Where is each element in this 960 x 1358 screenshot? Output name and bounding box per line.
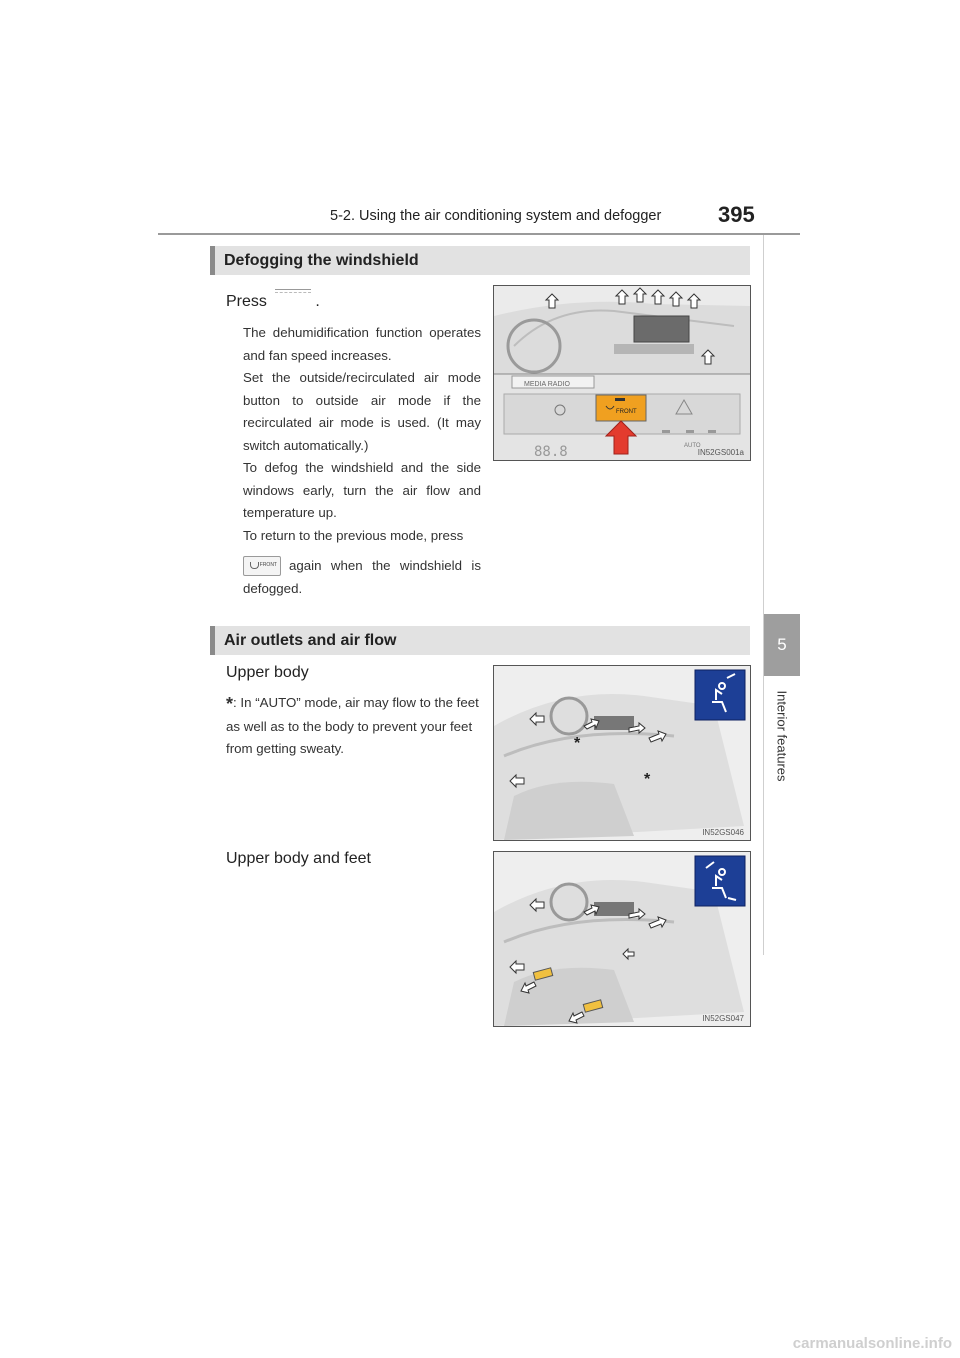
svg-text:88.8: 88.8 xyxy=(534,444,568,460)
section-heading-defogging: Defogging the windshield xyxy=(210,246,750,275)
press-text: Press xyxy=(226,293,267,311)
defog-para-1: The dehumidification function operates and fan speed increases. xyxy=(243,325,481,363)
upper-body-feet-illustration xyxy=(494,852,750,1026)
header-rule xyxy=(158,233,800,235)
svg-text:AUTO: AUTO xyxy=(684,443,701,449)
chapter-label-text: Interior features xyxy=(774,690,790,782)
note-asterisk: * xyxy=(226,694,234,714)
figure-code-3: IN52GS047 xyxy=(702,1014,744,1023)
svg-text:MEDIA RADIO: MEDIA RADIO xyxy=(524,381,570,388)
mode-label-upper-body: Upper body xyxy=(226,664,309,681)
svg-text:*: * xyxy=(574,735,581,752)
press-suffix: . xyxy=(315,293,320,311)
press-instruction xyxy=(226,289,320,315)
chapter-label xyxy=(768,680,796,792)
windshield-defogger-button-icon xyxy=(271,289,315,315)
front-button-tiny-label: FRONT xyxy=(259,562,277,568)
defog-para-2: Set the outside/recirculated air mode button to outside air mode if the recirculated air mode is used. (It may switch automatically.) xyxy=(243,370,481,453)
chapter-tab[interactable]: 5 xyxy=(764,614,800,676)
upper-body-figure xyxy=(493,665,751,841)
note-text: : In “AUTO” mode, air may flow to the feet as well as to the body to prevent your feet from getting sweaty. xyxy=(226,695,479,756)
auto-mode-note xyxy=(226,692,482,761)
defog-figure xyxy=(493,285,751,461)
figure-code-1: IN52GS001a xyxy=(697,448,744,457)
section-heading-air-outlets: Air outlets and air flow xyxy=(210,626,750,655)
svg-text:FRONT: FRONT xyxy=(616,409,637,415)
upper-body-feet-figure xyxy=(493,851,751,1027)
defog-para-4-start: To return to the previous mode, press xyxy=(243,527,464,543)
running-header-title: 5-2. Using the air conditioning system and defogger xyxy=(330,208,662,224)
defog-description xyxy=(243,322,481,547)
defog-para-4-end: again when the windshield is defogged. xyxy=(243,558,481,596)
watermark[interactable]: carmanualsonline.info xyxy=(792,1335,952,1352)
svg-text:*: * xyxy=(644,771,651,788)
side-divider xyxy=(763,235,764,955)
upper-body-illustration xyxy=(494,666,750,840)
figure-code-2: IN52GS046 xyxy=(702,828,744,837)
defog-para-3: To defog the windshield and the side windows early, turn the air flow and temperature up. xyxy=(243,460,481,520)
page-number: 395 xyxy=(718,202,755,227)
defog-illustration xyxy=(494,286,750,460)
mode-label-upper-body-feet: Upper body and feet xyxy=(226,850,371,867)
